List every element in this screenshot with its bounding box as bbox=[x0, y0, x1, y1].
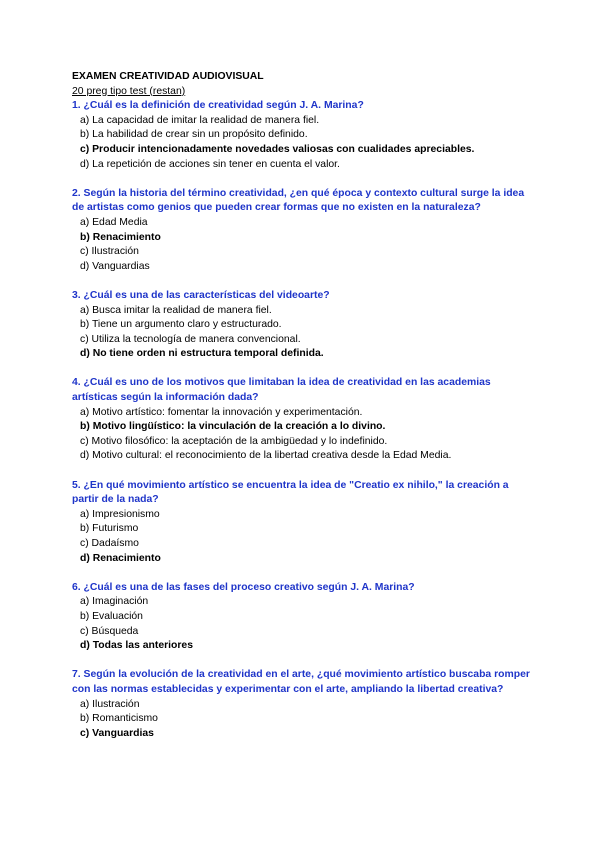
answer-option: a) Busca imitar la realidad de manera fiel. bbox=[80, 304, 272, 316]
answer-options bbox=[72, 216, 532, 274]
answer-option-correct: d) Renacimiento bbox=[80, 552, 161, 564]
answer-option-correct: c) Vanguardias bbox=[80, 727, 154, 739]
answer-option: a) Edad Media bbox=[80, 216, 148, 228]
answer-options bbox=[72, 114, 532, 172]
answer-options bbox=[72, 595, 532, 653]
question-4 bbox=[72, 376, 532, 464]
answer-option: b) Futurismo bbox=[80, 523, 139, 535]
question-text: 4. ¿Cuál es uno de los motivos que limitaban la idea de creatividad en las academias artísticas según la información dada? bbox=[72, 377, 491, 404]
answer-option-correct: d) Todas las anteriores bbox=[80, 640, 193, 652]
question-5 bbox=[72, 479, 532, 567]
question-text: 1. ¿Cuál es la definición de creatividad según J. A. Marina? bbox=[72, 100, 364, 112]
answer-option: a) Ilustración bbox=[80, 698, 140, 710]
question-1 bbox=[72, 99, 532, 172]
answer-option: b) Tiene un argumento claro y estructurado. bbox=[80, 319, 282, 331]
question-text: 6. ¿Cuál es una de las fases del proceso creativo según J. A. Marina? bbox=[72, 581, 415, 593]
answer-option-correct: c) Producir intencionadamente novedades valiosas con cualidades apreciables. bbox=[80, 143, 475, 155]
answer-option: b) La habilidad de crear sin un propósito definido. bbox=[80, 129, 308, 141]
answer-option: b) Romanticismo bbox=[80, 713, 158, 725]
question-2 bbox=[72, 187, 532, 275]
answer-option-correct: d) No tiene orden ni estructura temporal definida. bbox=[80, 348, 324, 360]
answer-option: a) Imaginación bbox=[80, 596, 149, 608]
answer-option: d) Motivo cultural: el reconocimiento de la libertad creativa desde la Edad Media. bbox=[80, 450, 452, 462]
answer-options bbox=[72, 508, 532, 566]
exam-page bbox=[72, 70, 532, 756]
question-text: 3. ¿Cuál es una de las características del videoarte? bbox=[72, 289, 330, 301]
answer-option: a) Impresionismo bbox=[80, 508, 160, 520]
answer-option: a) La capacidad de imitar la realidad de manera fiel. bbox=[80, 114, 320, 126]
question-text: 5. ¿En qué movimiento artístico se encuentra la idea de "Creatio ex nihilo," la creación a partir de la nada? bbox=[72, 479, 509, 506]
question-6 bbox=[72, 581, 532, 654]
question-text: 7. Según la evolución de la creatividad en el arte, ¿qué movimiento artístico buscaba romper con las normas establecidas y experimentar con el arte, ampliando la libertad creativa? bbox=[72, 669, 530, 695]
answer-option: a) Motivo artístico: fomentar la innovación y experimentación. bbox=[80, 406, 363, 418]
answer-option: d) La repetición de acciones sin tener en cuenta el valor. bbox=[80, 158, 340, 170]
question-7 bbox=[72, 668, 532, 741]
exam-title: EXAMEN CREATIVIDAD AUDIOVISUAL bbox=[72, 71, 264, 82]
answer-option: b) Evaluación bbox=[80, 610, 143, 622]
question-text: 2. Según la historia del término creatividad, ¿en qué época y contexto cultural surge la idea de artistas como genios que pueden crear formas que no existen en la naturaleza? bbox=[72, 187, 525, 214]
answer-options bbox=[72, 698, 532, 742]
answer-options bbox=[72, 304, 532, 362]
answer-option-correct: b) Motivo lingüístico: la vinculación de la creación a lo divino. bbox=[80, 421, 386, 433]
answer-option: c) Dadaísmo bbox=[80, 538, 139, 549]
answer-option-correct: b) Renacimiento bbox=[80, 231, 161, 243]
answer-option: c) Utiliza la tecnología de manera convencional. bbox=[80, 333, 301, 345]
question-3 bbox=[72, 289, 532, 362]
exam-subtitle: 20 preg tipo test (restan) bbox=[72, 85, 186, 97]
answer-option: c) Ilustración bbox=[80, 246, 139, 258]
answer-option: d) Vanguardias bbox=[80, 260, 150, 272]
answer-options bbox=[72, 406, 532, 464]
answer-option: c) Búsqueda bbox=[80, 625, 139, 637]
answer-option: c) Motivo filosófico: la aceptación de la ambigüedad y lo indefinido. bbox=[80, 435, 388, 447]
